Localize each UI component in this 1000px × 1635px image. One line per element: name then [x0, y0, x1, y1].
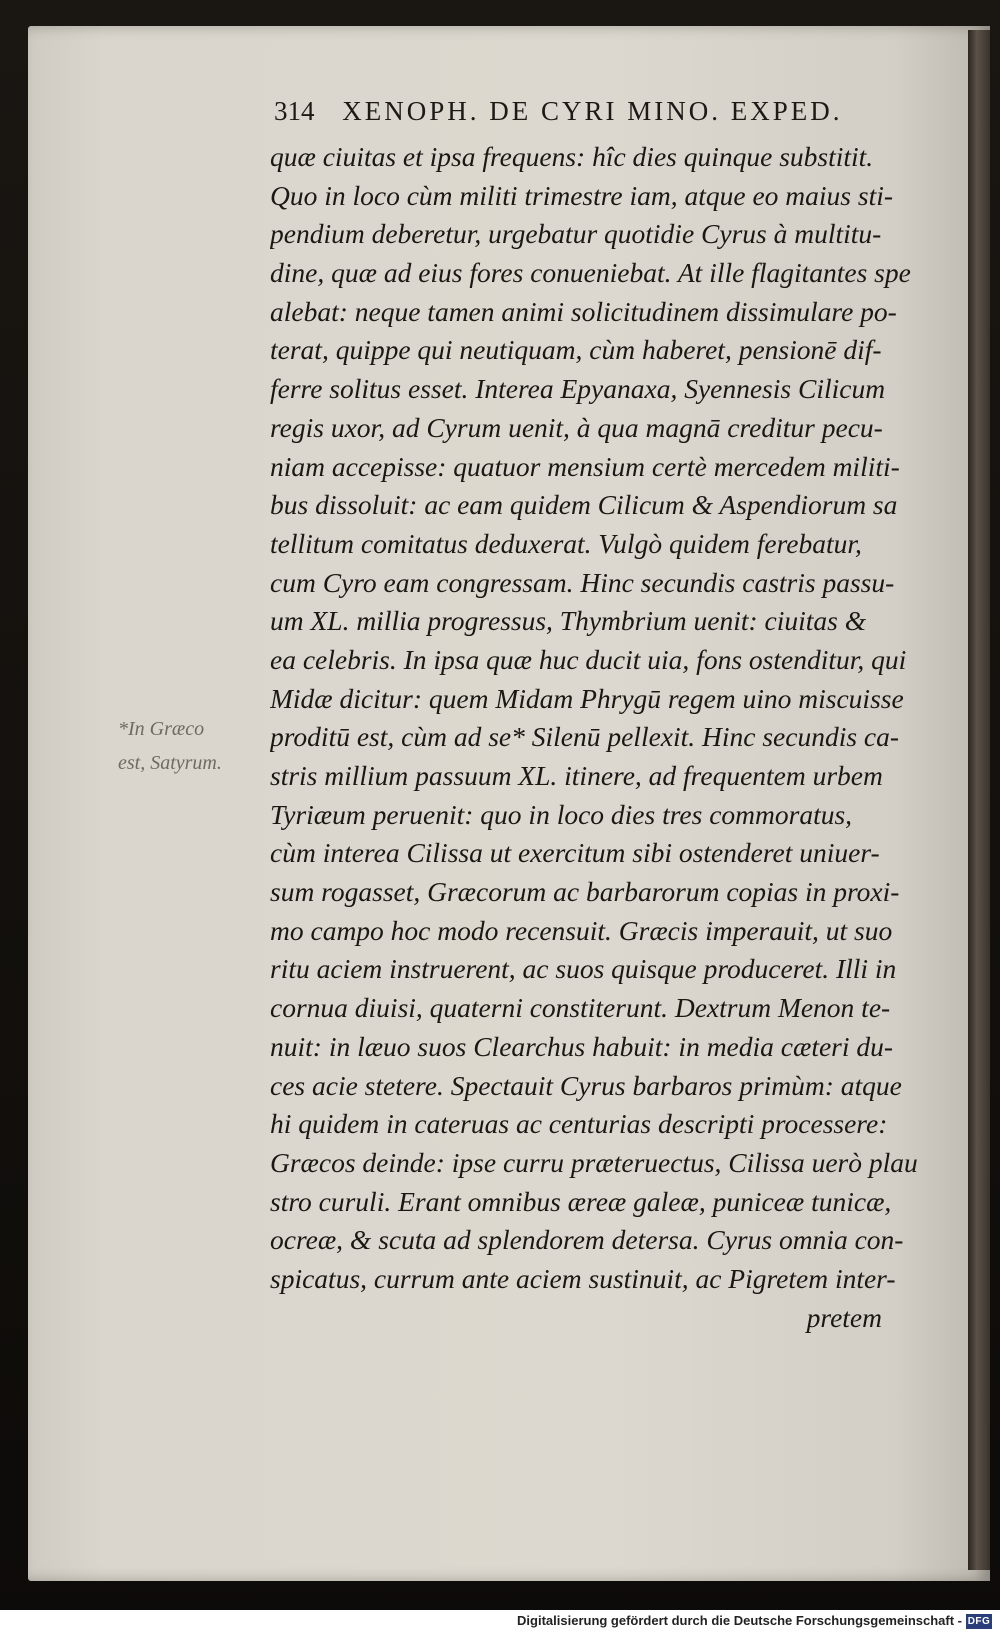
text-line: Midæ dicitur: quem Midam Phrygū regem uino miscuisse	[270, 682, 904, 714]
marginal-note-line-1: *In Græco	[118, 718, 205, 740]
text-line: spicatus, currum ante aciem sustinuit, ac Pigretem inter-	[270, 1262, 896, 1294]
page-number: 314	[274, 96, 315, 126]
page-binding-edge	[968, 30, 990, 1570]
text-line: mo campo hoc modo recensuit. Græcis imperauit, ut suo	[270, 914, 893, 946]
text-line: dine, quæ ad eius fores conueniebat. At ille flagitantes spe	[270, 257, 911, 289]
text-line: Græcos deinde: ipse curru præteruectus, Cilissa uerò plau	[270, 1146, 918, 1178]
text-line: regis uxor, ad Cyrum uenit, à qua magnā creditur pecu-	[270, 411, 883, 443]
text-line: alebat: neque tamen animi solicitudinem dissimulare po-	[270, 295, 897, 327]
text-line: ritu aciem instruerent, ac suos quisque produceret. Illi in	[270, 953, 897, 985]
footer-bar	[0, 1610, 1000, 1635]
text-line: proditū est, cùm ad se* Silenū pellexit. Hinc secundis ca-	[270, 721, 900, 753]
text-line: ferre solitus esset. Interea Epyanaxa, Syennesis Cilicum	[270, 373, 886, 405]
text-line: sum rogasset, Græcorum ac barbarorum copias in proxi-	[270, 876, 900, 908]
footer-credit: Digitalisierung gefördert durch die Deutsche Forschungsgemeinschaft -	[517, 1613, 962, 1628]
text-line: um XL. millia progressus, Thymbrium uenit: ciuitas &	[270, 605, 867, 637]
marginal-note	[118, 712, 258, 780]
text-line: nuit: in læuo suos Clearchus habuit: in media cæteri du-	[270, 1030, 894, 1062]
text-line: ea celebris. In ipsa quæ huc ducit uia, fons ostenditur, qui	[270, 643, 907, 675]
text-line: Quo in loco cùm militi trimestre iam, atque eo maius sti-	[270, 179, 894, 211]
text-line: quæ ciuitas et ipsa frequens: hîc dies quinque substitit.	[270, 141, 874, 172]
text-line: terat, quippe qui neutiquam, cùm haberet, pensionē dif-	[270, 334, 882, 366]
text-line: pendium deberetur, urgebatur quotidie Cyrus à multitu-	[270, 218, 882, 250]
text-line: ocreæ, & scuta ad splendorem detersa. Cyrus omnia con-	[270, 1224, 904, 1256]
text-line: bus dissoluit: ac eam quidem Cilicum & Aspendiorum sa	[270, 489, 898, 521]
text-line: hi quidem in cateruas ac centurias descripti processere:	[270, 1108, 888, 1140]
text-line: cùm interea Cilissa ut exercitum sibi ostenderet uniuer-	[270, 837, 880, 869]
running-head-title: XENOPH. DE CYRI MINO. EXPED.	[342, 96, 843, 126]
text-line: pretem	[806, 1301, 882, 1333]
text-line: niam accepisse: quatuor mensium certè mercedem militi-	[270, 450, 900, 482]
text-line: tellitum comitatus deduxerat. Vulgò quidem ferebatur,	[270, 527, 862, 559]
text-line: cornua diuisi, quaterni constiterunt. Dextrum Menon te-	[270, 992, 891, 1024]
text-line: stro curuli. Erant omnibus æreæ galeæ, puniceæ tunicæ,	[270, 1185, 892, 1217]
text-line: cum Cyro eam congressam. Hinc secundis castris passu-	[270, 566, 895, 598]
running-head	[274, 96, 886, 127]
text-line: stris millium passuum XL. itinere, ad frequentem urbem	[270, 760, 883, 791]
text-line: ces acie stetere. Spectauit Cyrus barbaros primùm: atque	[270, 1069, 902, 1101]
body-text	[270, 138, 920, 1337]
dfg-logo-icon: DFG	[967, 1616, 991, 1627]
text-line: Tyriæum peruenit: quo in loco dies tres commoratus,	[270, 798, 853, 830]
marginal-note-line-2: est, Satyrum.	[118, 752, 222, 774]
